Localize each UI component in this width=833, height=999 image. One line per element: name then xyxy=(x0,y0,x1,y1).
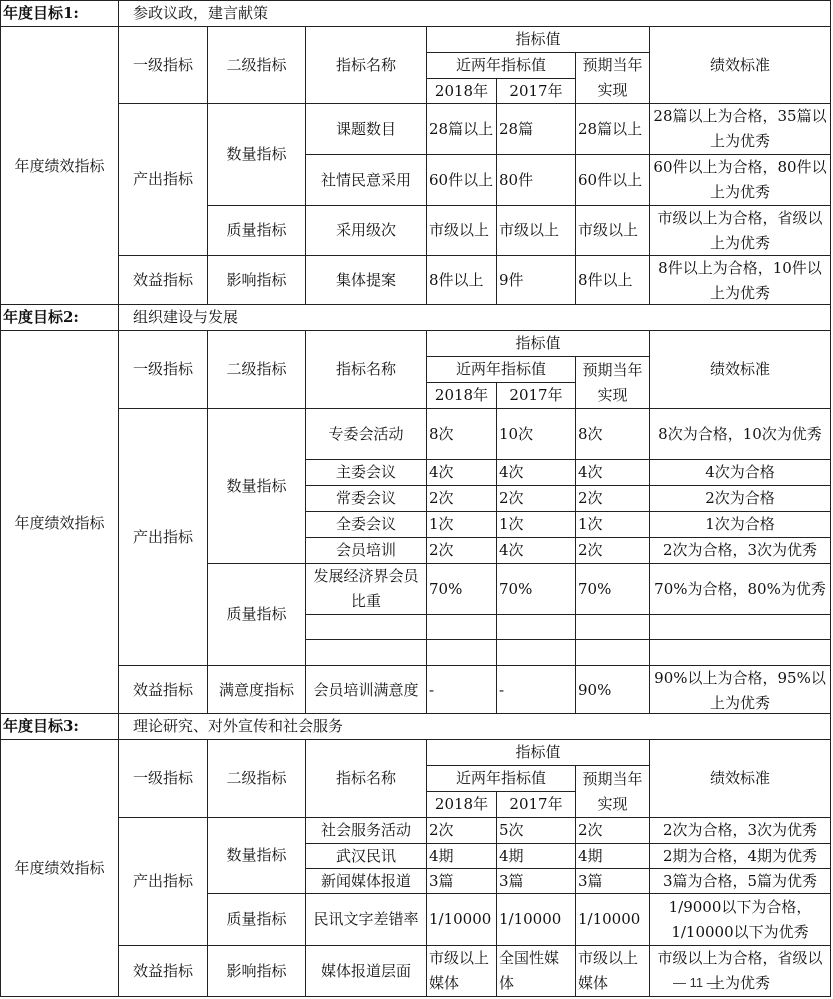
level2-indicator: 质量指标 xyxy=(207,893,306,946)
indicator-name: 全委会议 xyxy=(305,511,427,538)
value-expected: 1/10000 xyxy=(575,893,650,946)
value-2018: - xyxy=(426,665,497,716)
header-level2: 二级指标 xyxy=(207,330,306,409)
value-2018: 60件以上 xyxy=(426,154,497,206)
value-2018: 3篇 xyxy=(426,868,497,894)
level2-indicator: 满意度指标 xyxy=(207,665,306,716)
level1-indicator: 产出指标 xyxy=(118,103,208,256)
value-2017 xyxy=(496,639,576,666)
level2-indicator: 数量指标 xyxy=(207,817,306,894)
value-2017: 4次 xyxy=(496,537,576,564)
value-2018: 2次 xyxy=(426,485,497,512)
level1-indicator: 效益指标 xyxy=(118,945,208,997)
header-year-2017: 2017年 xyxy=(496,78,576,104)
header-year-2017: 2017年 xyxy=(496,791,576,818)
value-2017: - xyxy=(496,665,576,716)
annual-indicator-label: 年度绩效指标 xyxy=(0,26,119,306)
level2-indicator: 数量指标 xyxy=(207,103,306,206)
performance-standard: 1次为合格 xyxy=(649,511,831,538)
value-expected: 3篇 xyxy=(575,868,650,894)
value-2017: 5次 xyxy=(496,817,576,844)
annual-indicator-label: 年度绩效指标 xyxy=(0,330,119,716)
value-expected: 2次 xyxy=(575,485,650,512)
header-indicator-value: 指标值 xyxy=(426,739,650,766)
header-year-2018: 2018年 xyxy=(426,382,497,409)
value-2018: 市级以上媒体 xyxy=(426,945,497,997)
header-standard: 绩效标准 xyxy=(649,739,831,818)
indicator-name: 集体提案 xyxy=(305,255,427,306)
performance-standard: 2次为合格 xyxy=(649,485,831,512)
header-level1: 一级指标 xyxy=(118,330,208,409)
value-2017: 9件 xyxy=(496,255,576,306)
level2-indicator: 质量指标 xyxy=(207,563,306,666)
indicator-name: 主委会议 xyxy=(305,459,427,486)
level2-indicator: 质量指标 xyxy=(207,205,306,256)
value-2018: 8次 xyxy=(426,408,497,460)
header-indicator-name: 指标名称 xyxy=(305,739,427,818)
level2-indicator: 影响指标 xyxy=(207,945,306,997)
indicator-name: 媒体报道层面 xyxy=(305,945,427,997)
indicator-name: 新闻媒体报道 xyxy=(305,868,427,894)
goal-title: 年度目标3: xyxy=(0,713,119,740)
value-expected: 4期 xyxy=(575,843,650,869)
performance-standard: 2次为合格，3次为优秀 xyxy=(649,537,831,564)
performance-standard: 60件以上为合格，80件以上为优秀 xyxy=(649,154,831,206)
performance-standard: 3篇为合格，5篇为优秀 xyxy=(649,868,831,894)
indicator-name: 会员培训满意度 xyxy=(305,665,427,716)
level1-indicator: 产出指标 xyxy=(118,408,208,666)
goal-description: 组织建设与发展 xyxy=(118,304,831,331)
value-expected: 市级以上媒体 xyxy=(575,945,650,997)
performance-standard xyxy=(649,614,831,640)
value-2017: 3篇 xyxy=(496,868,576,894)
level2-indicator: 影响指标 xyxy=(207,255,306,306)
value-expected: 2次 xyxy=(575,537,650,564)
value-2017: 2次 xyxy=(496,485,576,512)
goal-description: 理论研究、对外宣传和社会服务 xyxy=(118,713,831,740)
level1-indicator: 效益指标 xyxy=(118,255,208,306)
value-2018: 28篇以上 xyxy=(426,103,497,155)
indicator-name: 课题数目 xyxy=(305,103,427,155)
performance-standard: 2期为合格，4期为优秀 xyxy=(649,843,831,869)
header-year-2017: 2017年 xyxy=(496,382,576,409)
header-recent-values: 近两年指标值 xyxy=(426,356,576,383)
header-year-2018: 2018年 xyxy=(426,78,497,104)
value-expected: 70% xyxy=(575,563,650,615)
header-expected: 预期当年实现 xyxy=(575,356,650,409)
header-standard: 绩效标准 xyxy=(649,26,831,104)
level1-indicator: 产出指标 xyxy=(118,817,208,946)
performance-standard: 市级以上为合格，省级以上为优秀 xyxy=(649,205,831,256)
page-number: — 11 — xyxy=(673,975,720,990)
value-2018: 1次 xyxy=(426,511,497,538)
value-2018 xyxy=(426,639,497,666)
value-expected: 8件以上 xyxy=(575,255,650,306)
level2-indicator: 数量指标 xyxy=(207,408,306,564)
value-2018: 1/10000 xyxy=(426,893,497,946)
value-expected: 4次 xyxy=(575,459,650,486)
performance-standard: 70%为合格，80%为优秀 xyxy=(649,563,831,615)
indicator-name: 民讯文字差错率 xyxy=(305,893,427,946)
value-2017: 市级以上 xyxy=(496,205,576,256)
value-expected xyxy=(575,639,650,666)
goal-title: 年度目标2: xyxy=(0,304,119,331)
header-expected: 预期当年实现 xyxy=(575,52,650,104)
value-2017: 1/10000 xyxy=(496,893,576,946)
header-level1: 一级指标 xyxy=(118,26,208,104)
performance-standard: 1/9000以下为合格，1/10000以下为优秀 xyxy=(649,893,831,946)
indicator-name: 发展经济界会员比重 xyxy=(305,563,427,615)
indicator-name: 采用级次 xyxy=(305,205,427,256)
value-2017: 4次 xyxy=(496,459,576,486)
value-2018: 4次 xyxy=(426,459,497,486)
header-level1: 一级指标 xyxy=(118,739,208,818)
value-2017: 28篇 xyxy=(496,103,576,155)
value-2017: 80件 xyxy=(496,154,576,206)
value-expected: 60件以上 xyxy=(575,154,650,206)
indicator-name: 常委会议 xyxy=(305,485,427,512)
performance-standard: 4次为合格 xyxy=(649,459,831,486)
value-2017: 10次 xyxy=(496,408,576,460)
header-expected: 预期当年实现 xyxy=(575,765,650,818)
value-2018: 8件以上 xyxy=(426,255,497,306)
header-recent-values: 近两年指标值 xyxy=(426,765,576,792)
value-2017: 70% xyxy=(496,563,576,615)
indicator-name: 社会服务活动 xyxy=(305,817,427,844)
indicator-name xyxy=(305,614,427,640)
indicator-name: 会员培训 xyxy=(305,537,427,564)
performance-standard xyxy=(649,639,831,666)
indicator-name: 武汉民讯 xyxy=(305,843,427,869)
value-expected: 2次 xyxy=(575,817,650,844)
value-expected xyxy=(575,614,650,640)
value-expected: 28篇以上 xyxy=(575,103,650,155)
performance-standard: 8件以上为合格，10件以上为优秀 xyxy=(649,255,831,306)
indicator-name: 专委会活动 xyxy=(305,408,427,460)
annual-indicator-label: 年度绩效指标 xyxy=(0,739,119,997)
header-indicator-name: 指标名称 xyxy=(305,26,427,104)
performance-standard: 市级以上为合格，省级以上为优秀 xyxy=(649,945,831,997)
goal-description: 参政议政，建言献策 xyxy=(118,0,831,27)
header-standard: 绩效标准 xyxy=(649,330,831,409)
performance-standard: 28篇以上为合格，35篇以上为优秀 xyxy=(649,103,831,155)
goal-title: 年度目标1: xyxy=(0,0,119,27)
performance-standard: 2次为合格，3次为优秀 xyxy=(649,817,831,844)
value-2017: 1次 xyxy=(496,511,576,538)
value-2017: 4期 xyxy=(496,843,576,869)
header-indicator-value: 指标值 xyxy=(426,330,650,357)
indicator-name: 社情民意采用 xyxy=(305,154,427,206)
level1-indicator: 效益指标 xyxy=(118,665,208,716)
value-2018 xyxy=(426,614,497,640)
value-2018: 2次 xyxy=(426,817,497,844)
value-expected: 1次 xyxy=(575,511,650,538)
performance-standard: 8次为合格，10次为优秀 xyxy=(649,408,831,460)
value-2017: 全国性媒体 xyxy=(496,945,576,997)
value-2018: 4期 xyxy=(426,843,497,869)
value-2018: 70% xyxy=(426,563,497,615)
header-indicator-value: 指标值 xyxy=(426,26,650,53)
value-expected: 90% xyxy=(575,665,650,716)
header-recent-values: 近两年指标值 xyxy=(426,52,576,79)
indicator-name xyxy=(305,639,427,666)
value-2018: 市级以上 xyxy=(426,205,497,256)
header-year-2018: 2018年 xyxy=(426,791,497,818)
value-2017 xyxy=(496,614,576,640)
header-indicator-name: 指标名称 xyxy=(305,330,427,409)
value-expected: 8次 xyxy=(575,408,650,460)
header-level2: 二级指标 xyxy=(207,26,306,104)
value-2018: 2次 xyxy=(426,537,497,564)
value-expected: 市级以上 xyxy=(575,205,650,256)
performance-standard: 90%以上为合格，95%以上为优秀 xyxy=(649,665,831,716)
header-level2: 二级指标 xyxy=(207,739,306,818)
